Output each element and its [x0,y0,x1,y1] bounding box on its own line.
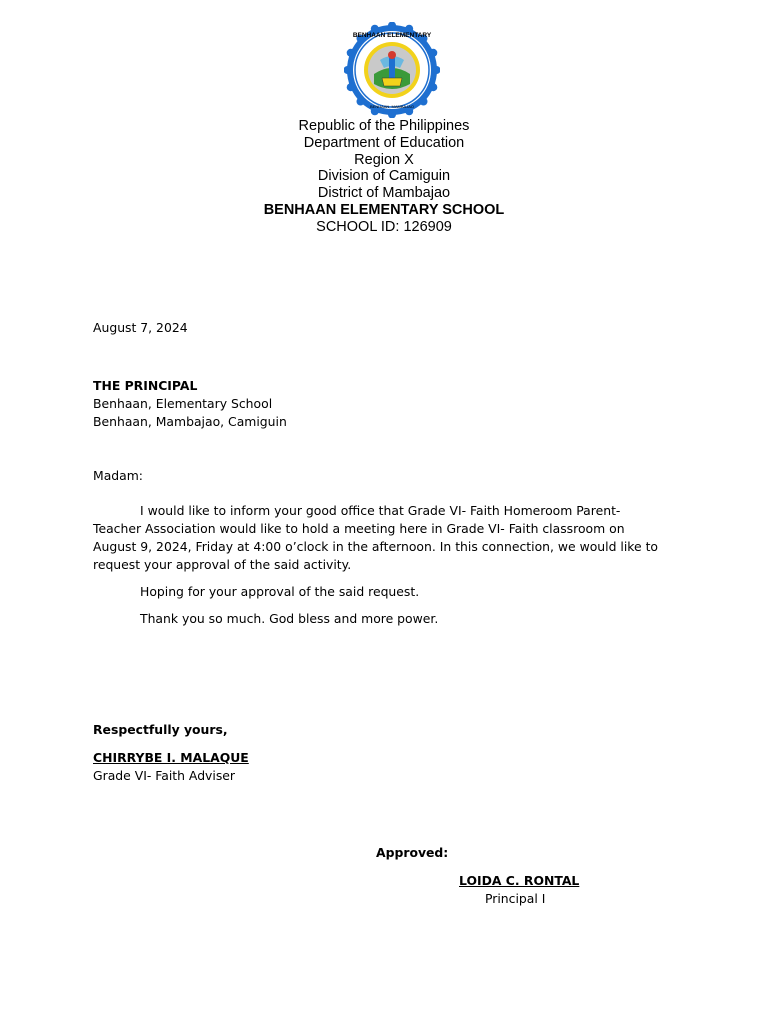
letter-date: August 7, 2024 [93,320,188,335]
salutation: Madam: [93,468,143,483]
sender-title: Grade VI- Faith Adviser [93,768,236,783]
approver-title: Principal I [485,891,546,906]
recipient-line-2: Benhaan, Mambajao, Camiguin [93,414,287,429]
paragraph-3: Thank you so much. God bless and more power. [140,611,439,626]
recipient-line-1: Benhaan, Elementary School [93,396,273,411]
school-name: BENHAAN ELEMENTARY SCHOOL [263,201,505,218]
svg-text:BENHAAN ELEMENTARY: BENHAAN ELEMENTARY [352,32,432,39]
paragraph-2: Hoping for your approval of the said request. [140,584,420,599]
district-line: District of Mambajao [317,185,451,202]
school-id: SCHOOL ID: 126909 [316,218,452,235]
letterhead [0,118,768,236]
approver-name: LOIDA C. RONTAL [459,873,580,888]
paragraph-1-line-3: August 9, 2024, Friday at 4:00 o’clock in the afternoon. In this connection, we would like to [93,539,659,554]
division-line: Division of Camiguin [317,168,451,185]
recipient-title: THE PRINCIPAL [93,378,198,393]
closing: Respectfully yours, [93,722,228,737]
department-line: Department of Education [303,134,465,151]
paragraph-1-line-1: I would like to inform your good office that Grade VI- Faith Homeroom Parent- [140,503,621,518]
paragraph-1-line-4: request your approval of the said activity. [93,557,352,572]
country-line: Republic of the Philippines [298,118,470,134]
region-line: Region X [354,151,414,168]
sender-name: CHIRRYBE I. MALAQUE [93,750,249,765]
approved-label: Approved: [376,845,449,860]
svg-text:BENHAAN, MAMBAJAO: BENHAAN, MAMBAJAO [369,104,415,109]
paragraph-1-line-2: Teacher Association would like to hold a meeting here in Grade VI- Faith classroom on [93,521,625,536]
school-seal-logo [344,22,440,118]
